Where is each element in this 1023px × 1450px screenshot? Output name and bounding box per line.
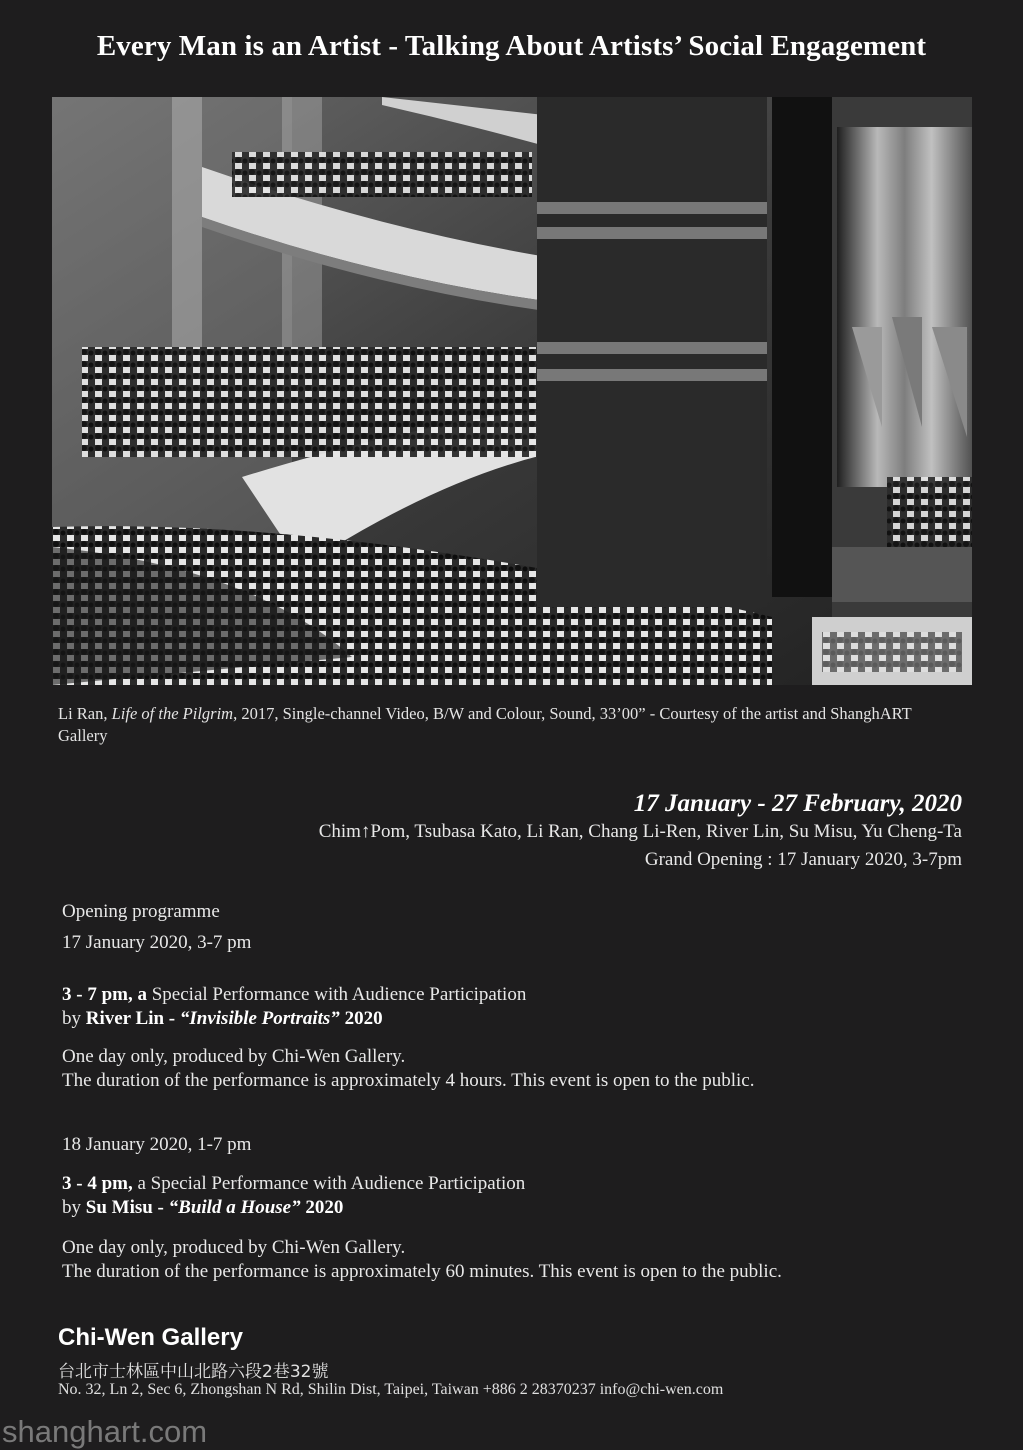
day2-time: 3 - 4 pm, [62,1173,133,1194]
caption-artist: Li Ran, [58,704,112,723]
day1-time: 3 - 7 pm, a [62,984,147,1005]
day1-work: “Invisible Portraits” [179,1008,340,1029]
caption-details: , 2017, Single-channel Video, B/W and Colour, Sound, 33’00” - Courtesy of the artist and ShanghART Gallery [58,704,912,745]
day2-event-text: a Special Performance with Audience Participation [132,1173,526,1194]
day2-event [62,1172,525,1196]
gallery-name: Chi-Wen Gallery [58,1324,243,1351]
watermark: shanghart.com [2,1414,208,1449]
theatre-photo [52,97,972,685]
day2-work: “Build a House” [168,1197,301,1218]
day2-note1: One day only, produced by Chi-Wen Gallery. [62,1237,406,1258]
theatre-photo-illustration [52,97,972,685]
day1-event [62,983,526,1007]
day2-note2: The duration of the performance is approximately 60 minutes. This event is open to the public. [62,1261,782,1282]
address-chinese: 台北市士林區中山北路六段2巷32號 [58,1362,329,1382]
day2-by [62,1196,343,1220]
address-english: No. 32, Ln 2, Sec 6, Zhongshan N Rd, Shilin Dist, Taipei, Taiwan +886 2 28370237 info@chi-wen.com [58,1381,724,1398]
day2-year: 2020 [300,1197,344,1218]
day2-artist: Su Misu - [85,1197,169,1218]
day2-date: 18 January 2020, 1-7 pm [62,1134,252,1155]
day1-note2: The duration of the performance is approximately 4 hours. This event is open to the public. [62,1070,755,1091]
day1-date: 17 January 2020, 3-7 pm [62,932,252,953]
day1-by [62,1007,383,1031]
day1-artist: River Lin - [85,1008,180,1029]
day1-year: 2020 [339,1008,383,1029]
day1-note1: One day only, produced by Chi-Wen Gallery. [62,1046,406,1067]
exhibition-dates: 17 January - 27 February, 2020 [633,790,962,817]
day2-by-label: by [62,1197,86,1218]
programme-heading: Opening programme [62,901,220,922]
exhibition-artists: Chim↑Pom, Tsubasa Kato, Li Ran, Chang Li-Ren, River Lin, Su Misu, Yu Cheng-Ta [318,821,962,842]
grand-opening: Grand Opening : 17 January 2020, 3-7pm [644,849,962,870]
photo-caption [58,703,963,747]
caption-work-title: Life of the Pilgrim [111,704,234,723]
page-title: Every Man is an Artist - Talking About Artists’ Social Engagement [96,30,927,62]
day1-by-label: by [62,1008,86,1029]
day1-event-text: Special Performance with Audience Participation [146,984,527,1005]
